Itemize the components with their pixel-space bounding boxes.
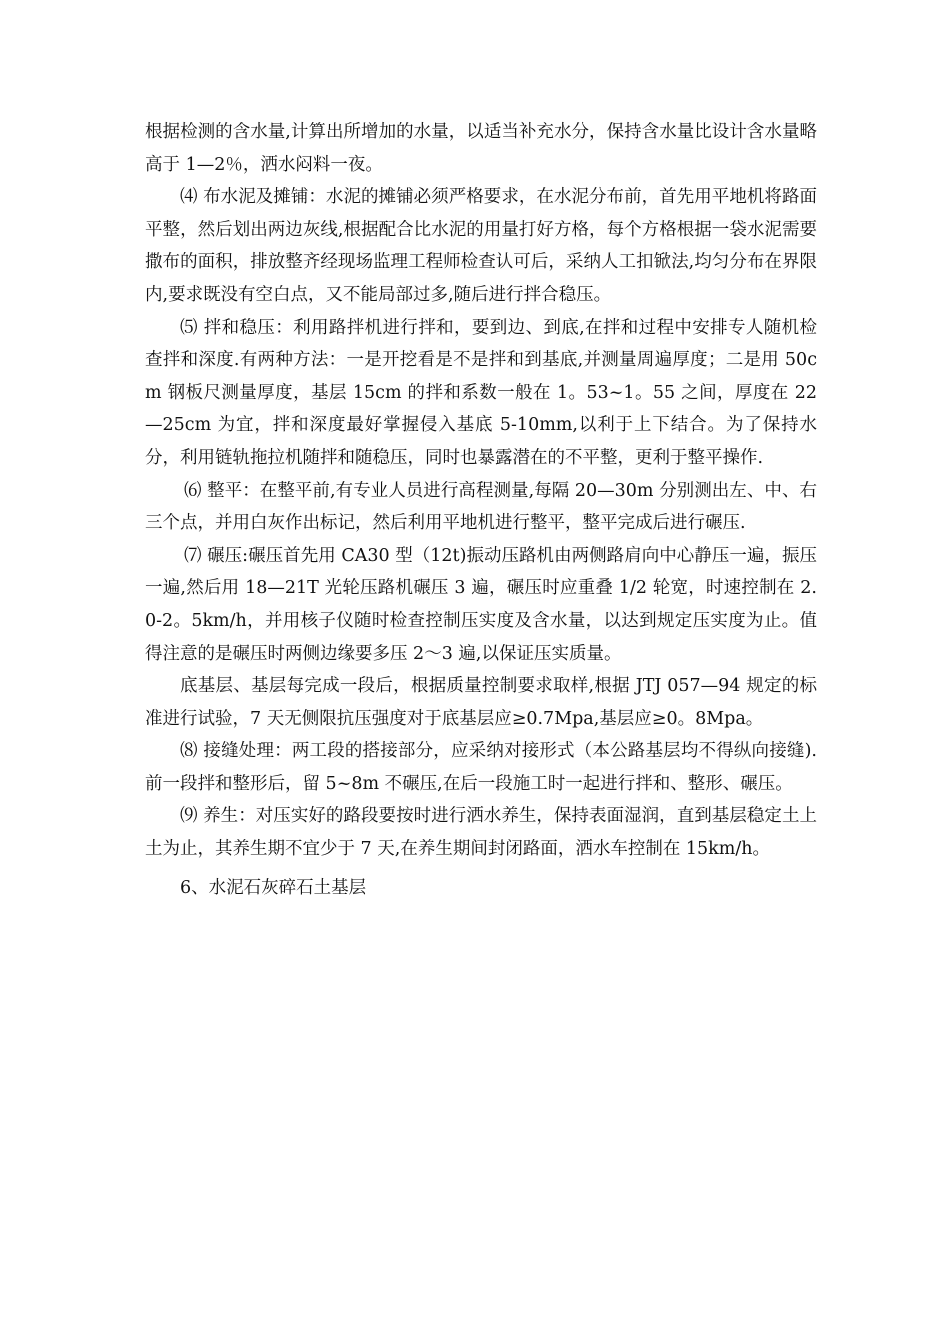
section-heading-cement-lime-gravel: 6、水泥石灰碎石土基层 (180, 877, 367, 898)
paragraph-testing: 底基层、基层每完成一段后，根据质量控制要求取样,根据 JTJ 057—94 规定的标准进行试验，7 天无侧限抗压强度对于底基层应≥0.7Mpa,基层应≥0。8Mpa。 (145, 676, 817, 729)
paragraph-curing: ⑼ 养生：对压实好的路段要按时进行洒水养生，保持表面湿润，直到基层稳定土上土为止，其养生期不宜少于 7 天,在养生期间封闭路面，洒水车控制在 15km/h。 (145, 806, 817, 860)
document-body (145, 116, 817, 904)
paragraph-joint-treatment: ⑻ 接缝处理：两工段的搭接部分，应采纳对接形式（本公路基层均不得纵向接缝).前一段拌和整形后，留 5~8m 不碾压,在后一段施工时一起进行拌和、整形、碾压。 (145, 741, 817, 794)
paragraph-water-content: 根据检测的含水量,计算出所增加的水量，以适当补充水分，保持含水量比设计含水量略高于 1—2％，洒水闷料一夜。 (145, 122, 817, 175)
paragraph-mixing: ⑸ 拌和稳压：利用路拌机进行拌和，要到边、到底,在拌和过程中安排专人随机检查拌和深度.有两种方法：一是开挖看是不是拌和到基底,并测量周遍厚度；二是用 50cm 钢板尺测量厚度，基层 15cm 的拌和系数一般在 1。53~1。55 之间，厚度在 22—25cm 为宜，拌和深度最好掌握侵入基底 5-10mm,以利于上下结合。为了保持水分，利用链轨拖拉机随拌和随稳压，同时也暴露潜在的不平整，更利于整平操作. (145, 317, 817, 468)
paragraph-rolling: ⑺ 碾压:碾压首先用 CA30 型（12t)振动压路机由两侧路肩向中心静压一遍，振压一遍,然后用 18—21T 光轮压路机碾压 3 遍，碾压时应重叠 1/2 轮宽，时速控制在 2.0-2。5km/h，并用核子仪随时检查控制压实度及含水量，以达到规定压实度为止。值得注意的是碾压时两侧边缘要多压 2～3 遍,以保证压实质量。 (145, 545, 817, 664)
paragraph-leveling: ⑹ 整平：在整平前,有专业人员进行高程测量,每隔 20—30m 分别测出左、中、右三个点，并用白灰作出标记，然后利用平地机进行整平，整平完成后进行碾压. (145, 480, 817, 534)
paragraph-cement-spreading: ⑷ 布水泥及摊铺：水泥的摊铺必须严格要求，在水泥分布前，首先用平地机将路面平整，然后划出两边灰线,根据配合比水泥的用量打好方格，每个方格根据一袋水泥需要撒布的面积，排放整齐经现场监理工程师检查认可后，采纳人工扣锨法,均匀分布在界限内,要求既没有空白点，又不能局部过多,随后进行拌合稳压。 (145, 187, 817, 305)
